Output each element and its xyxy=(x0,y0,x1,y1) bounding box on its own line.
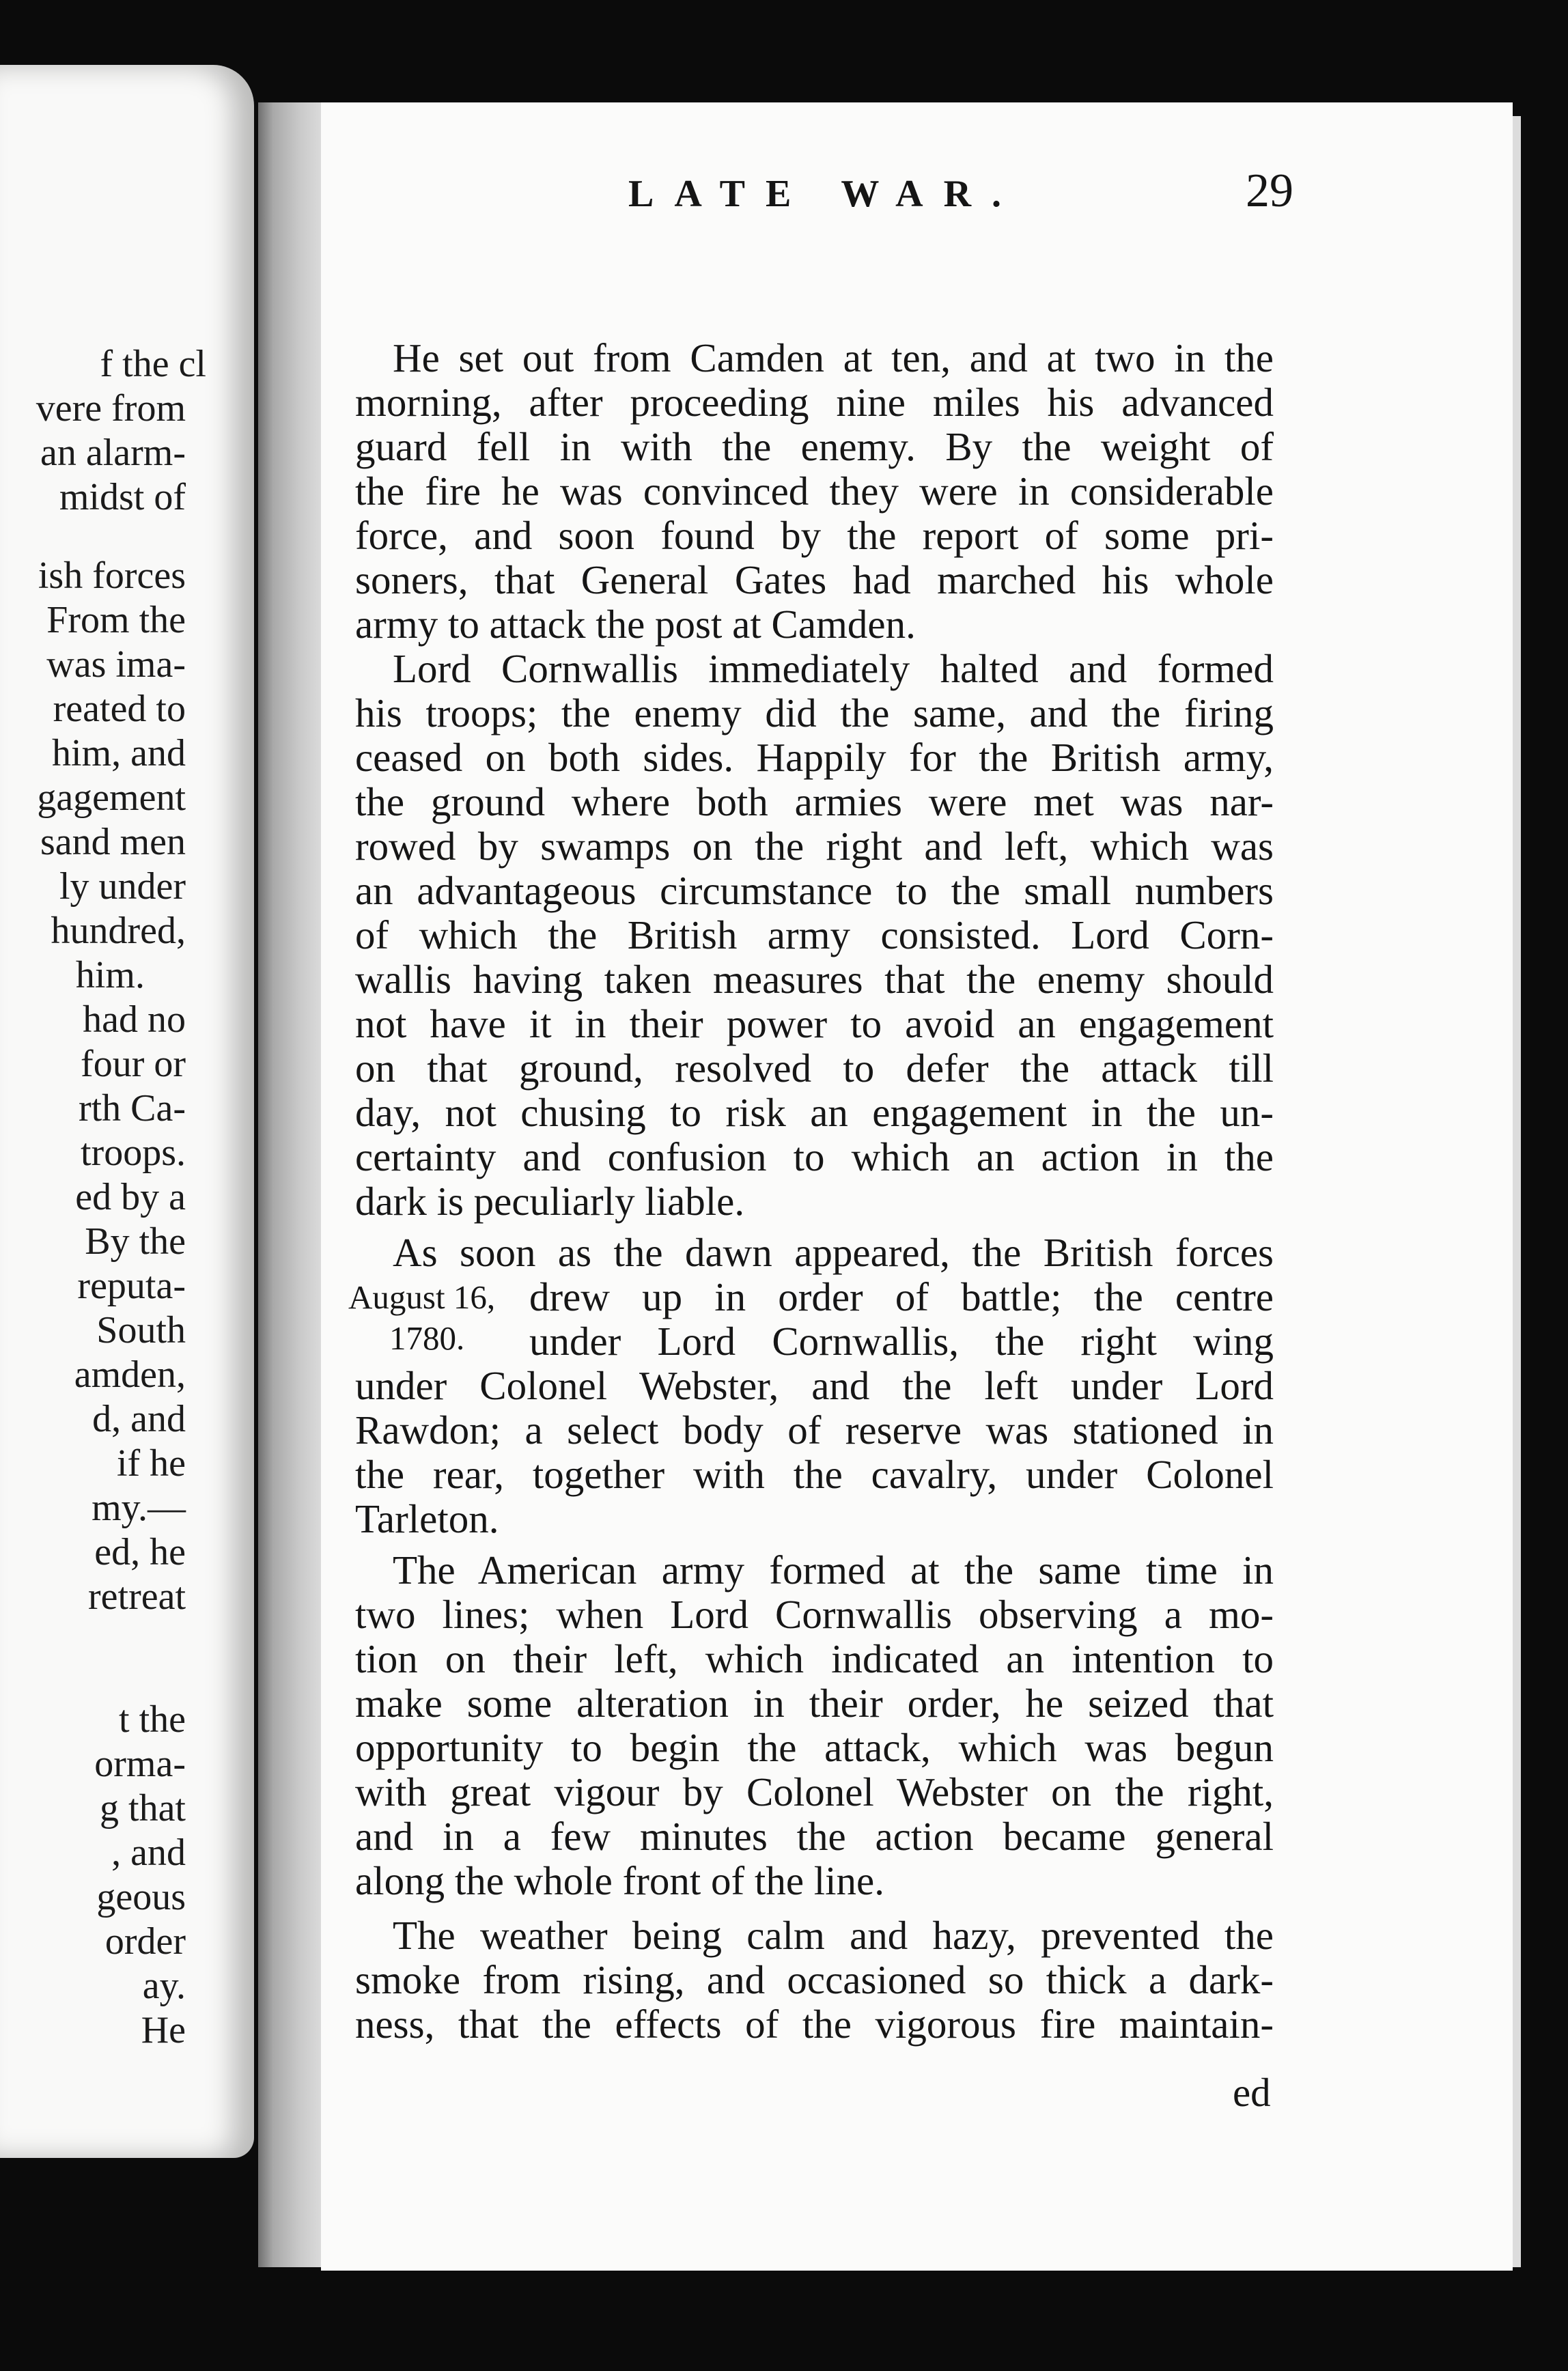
left-fragment: was ima- xyxy=(46,643,186,686)
left-fragment: hundred, xyxy=(51,910,186,952)
text-line: under Colonel Webster, and the left under Lord xyxy=(355,1363,1274,1408)
text-line: The weather being calm and hazy, prevented the xyxy=(393,1913,1274,1958)
text-line: drew up in order of battle; the centre xyxy=(529,1274,1274,1319)
text-line: force, and soon found by the report of some pri- xyxy=(355,513,1274,558)
text-line: day, not chusing to risk an engagement in the un- xyxy=(355,1090,1274,1135)
left-fragment: reputa- xyxy=(77,1265,186,1307)
text-line: ness, that the effects of the vigorous fire maintain- xyxy=(355,2002,1274,2047)
left-fragment: my.— xyxy=(92,1487,186,1529)
left-fragment: gagement xyxy=(37,776,186,819)
text-line: The American army formed at the same time in xyxy=(393,1547,1274,1593)
running-head: LATE WAR. xyxy=(628,173,1022,215)
left-fragment: four or xyxy=(81,1043,186,1085)
catchword: ed xyxy=(1233,2070,1271,2115)
text-line: soners, that General Gates had marched his whole xyxy=(355,557,1274,602)
left-fragment: ay. xyxy=(142,1965,186,2007)
left-fragment: f the cl xyxy=(100,343,206,385)
text-line: wallis having taken measures that the enemy should xyxy=(355,957,1274,1002)
left-fragment: troops. xyxy=(81,1132,186,1174)
left-fragment: reated to xyxy=(53,688,186,730)
left-fragment: d, and xyxy=(92,1398,186,1440)
text-line: morning, after proceeding nine miles his advanced xyxy=(355,380,1274,425)
left-fragment: By the xyxy=(85,1220,186,1263)
text-line: under Lord Cornwallis, the right wing xyxy=(529,1319,1274,1364)
text-line: tion on their left, which indicated an intention to xyxy=(355,1636,1274,1681)
text-line: certainty and confusion to which an action in the xyxy=(355,1134,1274,1179)
left-fragment: him, and xyxy=(52,732,186,774)
text-line: on that ground, resolved to defer the attack till xyxy=(355,1046,1274,1091)
text-line: He set out from Camden at ten, and at two in the xyxy=(393,335,1274,380)
text-line: the rear, together with the cavalry, under Colonel xyxy=(355,1452,1274,1497)
text-line: opportunity to begin the attack, which was begun xyxy=(355,1725,1274,1770)
text-line: Tarleton. xyxy=(355,1496,499,1541)
text-line: Lord Cornwallis immediately halted and formed xyxy=(393,646,1274,691)
left-fragment: ed, he xyxy=(94,1531,186,1573)
left-fragment: From the xyxy=(46,599,186,641)
page-edge xyxy=(1513,116,1521,2267)
left-fragment: ed by a xyxy=(75,1176,186,1218)
left-fragment: t the xyxy=(119,1698,186,1741)
left-fragment: retreat xyxy=(88,1575,186,1618)
margin-note-year: 1780. xyxy=(389,1319,465,1357)
text-line: his troops; the enemy did the same, and the firing xyxy=(355,690,1274,735)
left-fragment: if he xyxy=(116,1442,186,1485)
left-fragment: ly under xyxy=(59,865,186,908)
left-fragment: had no xyxy=(83,998,186,1041)
left-fragment: ish forces xyxy=(38,555,186,597)
left-fragment: South xyxy=(96,1309,186,1351)
text-line: army to attack the post at Camden. xyxy=(355,602,916,647)
text-line: the ground where both armies were met was nar- xyxy=(355,779,1274,824)
left-fragment: amden, xyxy=(74,1353,186,1396)
text-line: rowed by swamps on the right and left, which was xyxy=(355,824,1274,869)
text-line: As soon as the dawn appeared, the British forces xyxy=(393,1230,1274,1275)
left-fragment: midst of xyxy=(59,476,186,518)
left-fragment: him. xyxy=(75,954,145,996)
text-line: an advantageous circumstance to the small numbers xyxy=(355,868,1274,913)
text-line: guard fell in with the enemy. By the weight of xyxy=(355,424,1274,469)
text-line: of which the British army consisted. Lord Corn- xyxy=(355,912,1274,957)
text-line: ceased on both sides. Happily for the British army, xyxy=(355,735,1274,780)
left-fragment: sand men xyxy=(40,821,186,863)
left-fragment: rth Ca- xyxy=(78,1087,186,1130)
text-line: make some alteration in their order, he seized that xyxy=(355,1681,1274,1726)
left-fragment: , and xyxy=(111,1832,186,1874)
text-line: dark is peculiarly liable. xyxy=(355,1179,745,1224)
text-line: two lines; when Lord Cornwallis observing a mo- xyxy=(355,1592,1274,1637)
text-line: and in a few minutes the action became general xyxy=(355,1814,1274,1859)
left-fragment: order xyxy=(104,1920,186,1963)
left-fragment: He xyxy=(141,2009,186,2051)
text-line: along the whole front of the line. xyxy=(355,1858,884,1903)
left-fragment: orma- xyxy=(94,1743,186,1785)
text-line: smoke from rising, and occasioned so thick a dark- xyxy=(355,1957,1274,2002)
page-number: 29 xyxy=(1246,165,1293,217)
text-line: the fire he was convinced they were in considerable xyxy=(355,468,1274,514)
text-line: with great vigour by Colonel Webster on the right, xyxy=(355,1769,1274,1814)
left-page xyxy=(0,65,254,2158)
left-fragment: geous xyxy=(96,1876,186,1918)
left-fragment: g that xyxy=(100,1787,186,1829)
text-line: Rawdon; a select body of reserve was stationed in xyxy=(355,1407,1274,1453)
left-fragment: an alarm- xyxy=(40,432,186,474)
text-line: not have it in their power to avoid an engagement xyxy=(355,1001,1274,1046)
left-fragment: vere from xyxy=(36,387,186,430)
margin-note-date: August 16, xyxy=(348,1278,496,1316)
